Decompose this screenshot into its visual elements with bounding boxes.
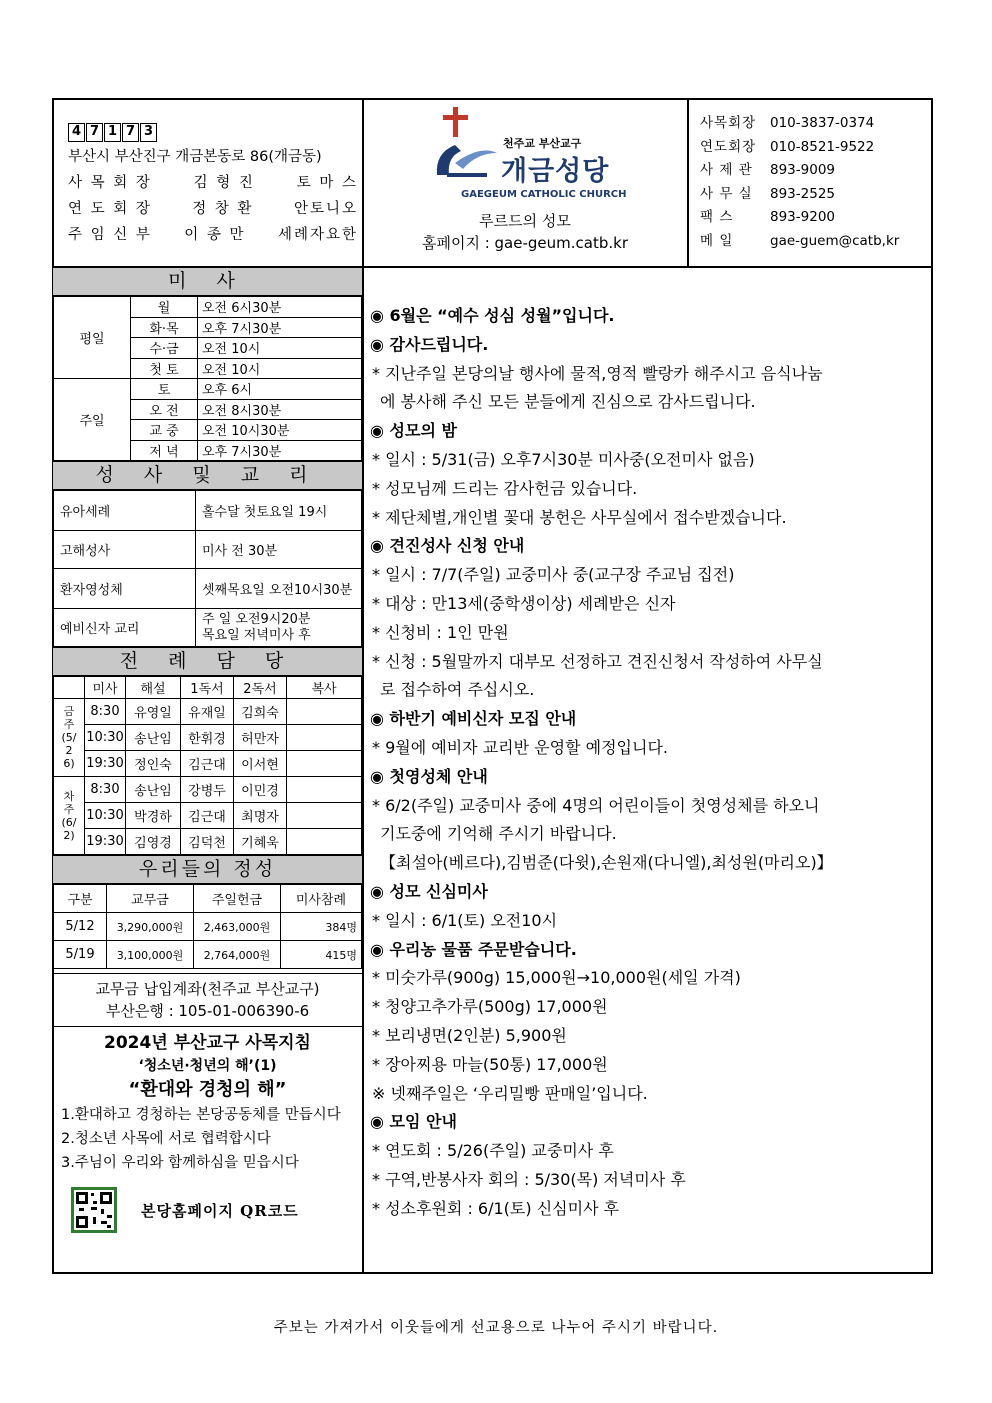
notice-line: 【최설아(베르다),김범준(다윗),손원재(다니엘),최성원(마리오)】 [380, 853, 833, 873]
liturgy-title: 전 례 담 당 [53, 647, 362, 676]
notice-line: * 제단체별,개인별 꽃대 봉헌은 사무실에서 접수받겠습니다. [372, 507, 787, 527]
contact-list [700, 112, 925, 253]
offering-table: 구분 교무금 주일헌금 미사참례 5/12 3,290,000원 2,463,000원 384명 5/19 3,100,000원 2,764,000원 415명 [53, 884, 362, 969]
sacraments-table: 유아세례 홀수달 첫토요일 19시 고해성사 미사 전 30분 환자영성체 셋째목요일 오전10시30분 예비신자 교리 주 일 오전9시20분 목요일 저녁미사 후 [53, 490, 362, 647]
notice-heading: ◉ 성모의 밤 [370, 421, 457, 441]
notice-line: * 미숫가루(900g) 15,000원→10,000원(세일 가격) [372, 968, 741, 988]
sacraments-title: 성 사 및 교 리 [53, 461, 362, 490]
notice-line: * 일시 : 5/31(금) 오후7시30분 미사중(오전미사 없음) [372, 449, 755, 469]
notice-line: * 성모님께 드리는 감사헌금 있습니다. [372, 478, 638, 498]
qr-section: 본당홈페이지 QR코드 [53, 1187, 362, 1233]
divider-header-right [687, 98, 689, 268]
address: 부산시 부산진구 개금본동로 86(개금동) [68, 149, 322, 165]
homepage-link[interactable]: 홈페이지 : gae-geum.catb.kr [421, 234, 628, 252]
mass-table: 평일 월 오전 6시30분 화·목 오후 7시30분 수·금 오전 10시 첫 토 오전 10시 주일 토 오후 6시 오 전 오전 8시30분 교 중 오전 10시30분 저 녁 오후 7시30분 [53, 296, 362, 461]
offering-title: 우리들의 정성 [53, 855, 362, 884]
church-logo: 천주교 부산교구 개금성당 GAEGEUM CATHOLIC CHURCH [425, 105, 635, 215]
contact-row: 사 무 실 893-2525 [700, 185, 835, 202]
notice-line: * 6/2(주일) 교중미사 중에 4명의 어린이들이 첫영성체를 하오니 [372, 795, 820, 815]
pastoral-items: 1.환대하고 경청하는 본당공동체를 만듭시다 2.청소년 사목에 서로 협력합시다 3.주님이 우리와 함께하심을 믿읍시다 [61, 1107, 341, 1171]
notice-line: * 일시 : 7/7(주일) 교중미사 중(교구장 주교님 집전) [372, 565, 735, 585]
qr-code-icon[interactable] [71, 1187, 117, 1233]
notice-line: * 일시 : 6/1(토) 오전10시 [372, 910, 558, 930]
notice-line: * 신청비 : 1인 만원 [372, 622, 509, 642]
staff-row: 연 도 회 장 정 창 환 안토니오 [68, 201, 358, 217]
notice-line: ※ 넷째주일은 ‘우리밀빵 판매일’입니다. [372, 1083, 648, 1103]
notice-line: * 9월에 예비자 교리반 운영할 예정입니다. [372, 737, 668, 757]
notice-heading: ◉ 하반기 예비신자 모집 안내 [370, 709, 577, 729]
staff-row: 주 임 신 부 이 종 만 세례자요한 [68, 227, 358, 243]
notice-line: * 보리냉면(2인분) 5,900원 [372, 1025, 567, 1045]
contact-row: 사목회장 010-3837-0374 [700, 115, 875, 131]
notice-line: * 연도회 : 5/26(주일) 교중미사 후 [372, 1141, 614, 1161]
contact-row: 메 일 gae-guem@catb,kr [700, 232, 900, 249]
notice-heading: ◉ 감사드립니다. [370, 334, 489, 354]
mass-title: 미 사 [53, 267, 362, 296]
contact-row: 팩 스 893-9200 [700, 209, 835, 225]
notice-line: * 청양고추가루(500g) 17,000원 [372, 997, 608, 1017]
notice-heading: ◉ 첫영성체 안내 [370, 766, 488, 786]
notice-heading: ◉ 6월은 “예수 성심 성월”입니다. [370, 306, 615, 325]
notices [370, 302, 925, 1224]
parish-info [68, 118, 358, 248]
zip-code: 4 7 1 7 3 [68, 123, 157, 142]
patron: 루르드의 성모 [479, 212, 571, 230]
notice-line: * 장아찌용 마늘(50통) 17,000원 [372, 1054, 608, 1074]
pastoral-guideline: 2024년 부산교구 사목지침 ‘청소년·청년의 해’(1) “환대와 경청의 해” [104, 1033, 311, 1100]
liturgy-table: 미사 해설 1독서 2독서 복사 금주(5/26) 8:30 유영일 유재일 김희숙 10:30 송난임 한휘경 허만자 19:30 정인숙 김근대 이서현 차주(6/2) 8:30 송난임 강병두 이민경 10:30 박경하 김근대 최명자 19:30 김영경 김덕천 기혜욱 [53, 676, 362, 855]
notice-line: * 신청 : 5월말까지 대부모 선정하고 견진신청서 작성하여 사무실 [372, 651, 823, 671]
notice-line: 로 접수하여 주십시오. [380, 680, 535, 700]
notice-line: * 구역,반봉사자 회의 : 5/30(목) 저녁미사 후 [372, 1169, 686, 1189]
left-column [53, 267, 362, 1233]
notice-line: * 지난주일 본당의날 행사에 물적,영적 빨랑카 해주시고 음식나눔 [372, 363, 823, 383]
notice-heading: ◉ 모임 안내 [370, 1112, 457, 1132]
divider-left [362, 98, 364, 1274]
footer-note: 주보는 가져가서 이웃들에게 선교용으로 나누어 주시기 바랍니다. [273, 1320, 719, 1336]
notice-heading: ◉ 우리농 물품 주문받습니다. [370, 939, 577, 959]
notice-line: 기도중에 기억해 주시기 바랍니다. [380, 824, 617, 844]
contact-row: 연도회장 010-8521-9522 [700, 138, 875, 155]
notice-heading: ◉ 성모 신심미사 [370, 881, 488, 901]
notice-line: * 대상 : 만13세(중학생이상) 세례받은 신자 [372, 593, 676, 613]
contact-row: 사 제 관 893-9009 [700, 162, 835, 178]
staff-row: 사 목 회 장 김 형 진 토 마 스 [68, 175, 358, 191]
notice-line: * 성소후원회 : 6/1(토) 신심미사 후 [372, 1198, 620, 1218]
account-info: 교무금 납입계좌(천주교 부산교구) 부산은행 : 105-01-006390-6 [53, 973, 362, 1027]
notice-line: 에 봉사해 주신 모든 분들에게 진심으로 감사드립니다. [380, 392, 756, 412]
notice-heading: ◉ 견진성사 신청 안내 [370, 536, 525, 556]
